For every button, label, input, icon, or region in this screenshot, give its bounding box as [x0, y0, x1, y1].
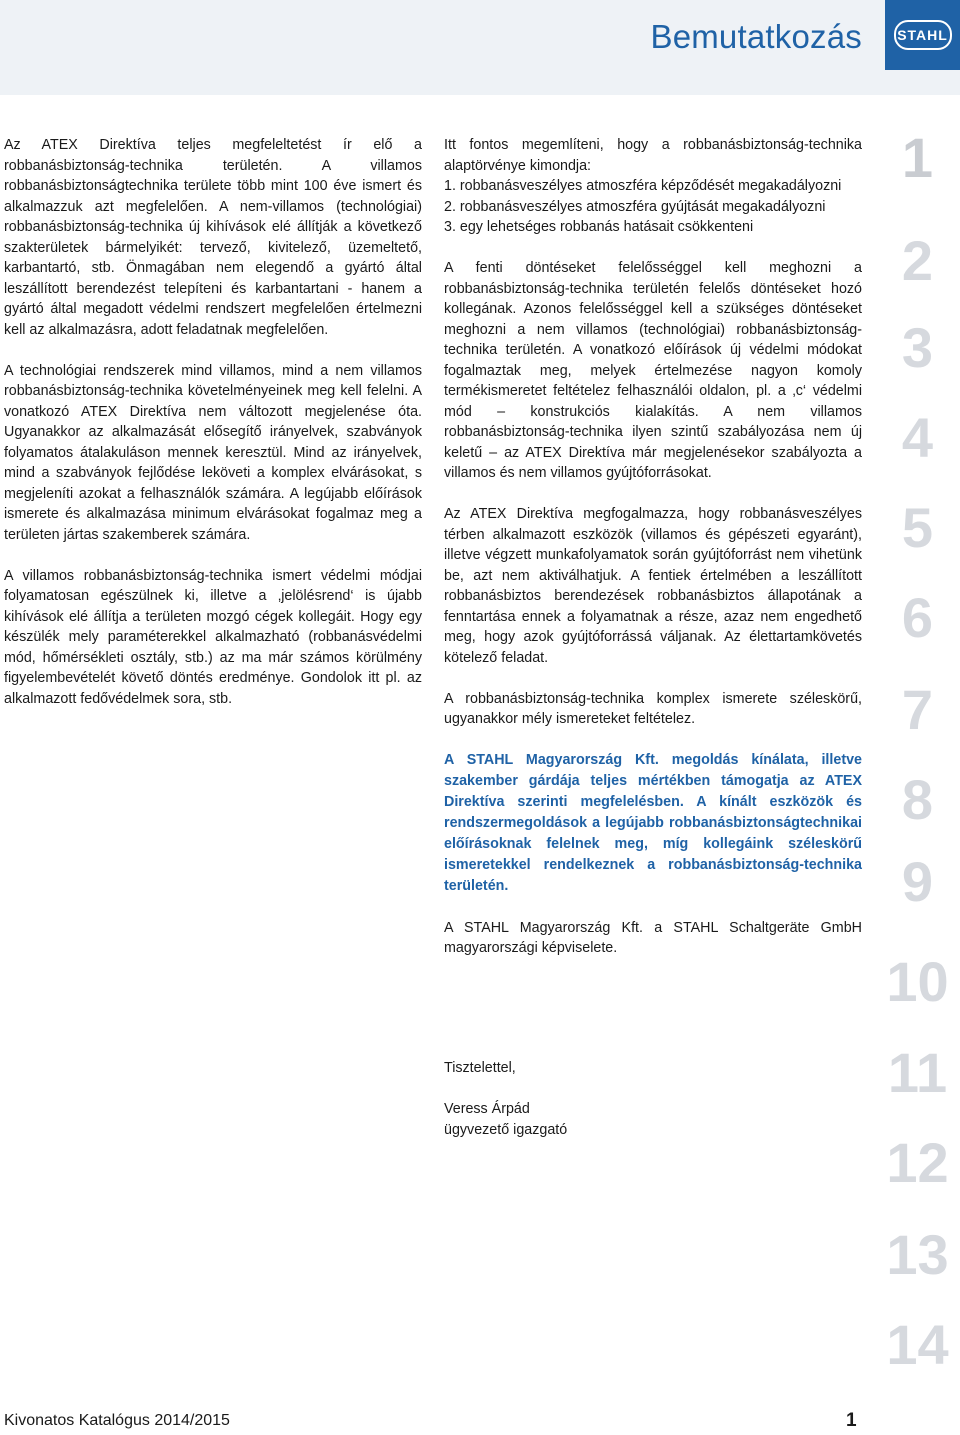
rule-list-item-1: 1. robbanásveszélyes atmoszféra képződését megakadályozni [444, 178, 842, 194]
chapter-tab-10[interactable]: 10 [886, 950, 949, 1013]
chapter-tab-7[interactable]: 7 [901, 678, 934, 741]
right-column [444, 135, 862, 979]
chapter-tab-3[interactable]: 3 [901, 316, 934, 379]
left-paragraph-3: A villamos robbanásbiztonság-technika ismert védelmi módjai folyamatosan egészülnek ki, illetve a ‚jelölésrend‘ is újabb kihívások elé állítja a területen mozgó cégek kollegáit. Hogy egy készülék mely paraméterekkel alkalmazható (robbanásvédelmi mód, hőmérsékleti osztály, stb.) az ma már számos körülmény figyelembevételét követő döntés eredménye. Gondolok itt pl. az alkalmazott fedővédelmek sora, stb. [4, 567, 422, 707]
signer-role: ügyvezető igazgató [444, 1121, 568, 1138]
signer-name: Veress Árpád [444, 1101, 530, 1117]
rule-list-item-3: 3. egy lehetséges robbanás hatásait csökkenteni [444, 219, 754, 235]
left-paragraph-2: A technológiai rendszerek mind villamos, mind a nem villamos robbanásbiztonság-technika követelményeinek meg kell felelni. A vonatkozó ATEX Direktíva nem változott megjelenése óta. Ugyanakkor az alkalmazását elősegítő irányelvek, szabványok folyamatos átalakuláson mennek keresztül. Mind az irányelvek, mind a szabványok fejlődése leköveti a komplex elvárásokat, s megjeleníti azokat a felhasználók számára. A legújabb előírások ismerete és alkalmazása minimum elvárásokat fogalmaz meg a területen jártas szakemberek számára. [4, 362, 422, 543]
stahl-logo-text: STAHL [894, 20, 952, 50]
signature-block [444, 1099, 567, 1140]
footer-catalog: Kivonatos Katalógus 2014/2015 [4, 1412, 230, 1429]
chapter-tab-8[interactable]: 8 [901, 768, 934, 831]
closing-greeting [444, 1058, 516, 1079]
stahl-logo [885, 0, 960, 70]
right-paragraph-3: A robbanásbiztonság-technika komplex ismerete széleskörű, ugyanakkor mély ismereteket feltételez. [444, 690, 862, 727]
chapter-tab-6[interactable]: 6 [901, 586, 934, 649]
chapter-tab-5[interactable]: 5 [901, 496, 934, 559]
chapter-tab-1[interactable]: 1 [901, 126, 934, 189]
left-column [4, 135, 422, 730]
footer-page-number: 1 [846, 1410, 857, 1431]
chapter-tab-13[interactable]: 13 [886, 1223, 949, 1286]
stahl-highlight: A STAHL Magyarország Kft. megoldás kínálata, illetve szakember gárdája teljes mértékben támogatja az ATEX Direktíva szerinti megfelelésben. A kínált eszközök és rendszermegoldások a legújabb robbanásbiztonságtechnikai előírásoknak felelnek meg, míg kollegáink széleskörű ismeretekkel rendelkeznek a robbanásbiztonság-technika területén. [444, 752, 862, 894]
chapter-tab-9[interactable]: 9 [901, 850, 934, 913]
right-paragraph-1: A fenti döntéseket felelősséggel kell meghozni a robbanásbiztonság-technika területén felelős döntéseket hozó kollegának. Azonos felelősséggel kell a szükséges döntéseket meghozni a nem villamos (technológiai) robbanásbiztonság-technika területén. A vonatkozó előírások új védelmi módokat fogalmaztak meg, melyek értelmezése nagyon komoly termékismeretet feltételez felhasználói oldalon, pl. a ‚c‘ védelmi mód – konstrukciós kialakítás. A nem villamos robbanásbiztonság-technika ilyen szintű szabályozása nem új keletű – az ATEX Direktíva már megjelenésekor szabályozta a villamos és nem villamos gyújtóforrásokat. [444, 260, 862, 481]
rule-list-item-2: 2. robbanásveszélyes atmoszféra gyújtását megakadályozni [444, 198, 826, 215]
chapter-tab-14[interactable]: 14 [886, 1313, 949, 1376]
greeting-text: Tisztelettel, [444, 1060, 516, 1076]
chapter-tab-4[interactable]: 4 [901, 406, 934, 469]
right-paragraph-2: Az ATEX Direktíva megfogalmazza, hogy robbanásveszélyes térben alkalmazott eszközök (villamos és gépészeti egyaránt), illetve végzett munkafolyamatok során gyújtóforrást nem vihetünk be, azt nem aktiválhatjuk. A fentiek értelmében a leszállított robbanásbiztos berendezések robbanásbiztos állapotának a fenntartása ennek a folyamatnak a része, azaz nem engedhető meg, hogy azok gyújtóforrássá váljanak. Az élettartamkövetés kötelező feladat. [444, 506, 862, 666]
chapter-tab-12[interactable]: 12 [886, 1131, 949, 1194]
page-title: Bemutatkozás [650, 18, 862, 55]
chapter-tab-11[interactable]: 11 [887, 1041, 948, 1104]
intro-paragraph: Itt fontos megemlíteni, hogy a robbanásbiztonság-technika alaptörvénye kimondja: [444, 137, 862, 174]
left-paragraph-1: Az ATEX Direktíva teljes megfeleltetést ír elő a robbanásbiztonság-technika területén. A villamos robbanásbiztonságtechnika területe több mint 100 éve ismert és alkalmazzuk azt megfelelően. A nem-villamos (technológiai) robbanásbiztonság-technika új kihívások elé állítják a következő szakterületek bármelyikét: tervező, kivitelező, üzemeltető, karbantartó, stb. Önmagában nem elegendő a gyártó által leszállított berendezést telepíteni és karbantartani - hanem a gyártó által megadott védelmi rendszert megfelelően értelmezni kell az alkalmazásra, adott feladatnak megfelelően. [4, 137, 422, 338]
representation-paragraph: A STAHL Magyarország Kft. a STAHL Schaltgeräte GmbH magyarországi képviselete. [444, 919, 862, 956]
chapter-tab-2[interactable]: 2 [901, 229, 934, 292]
